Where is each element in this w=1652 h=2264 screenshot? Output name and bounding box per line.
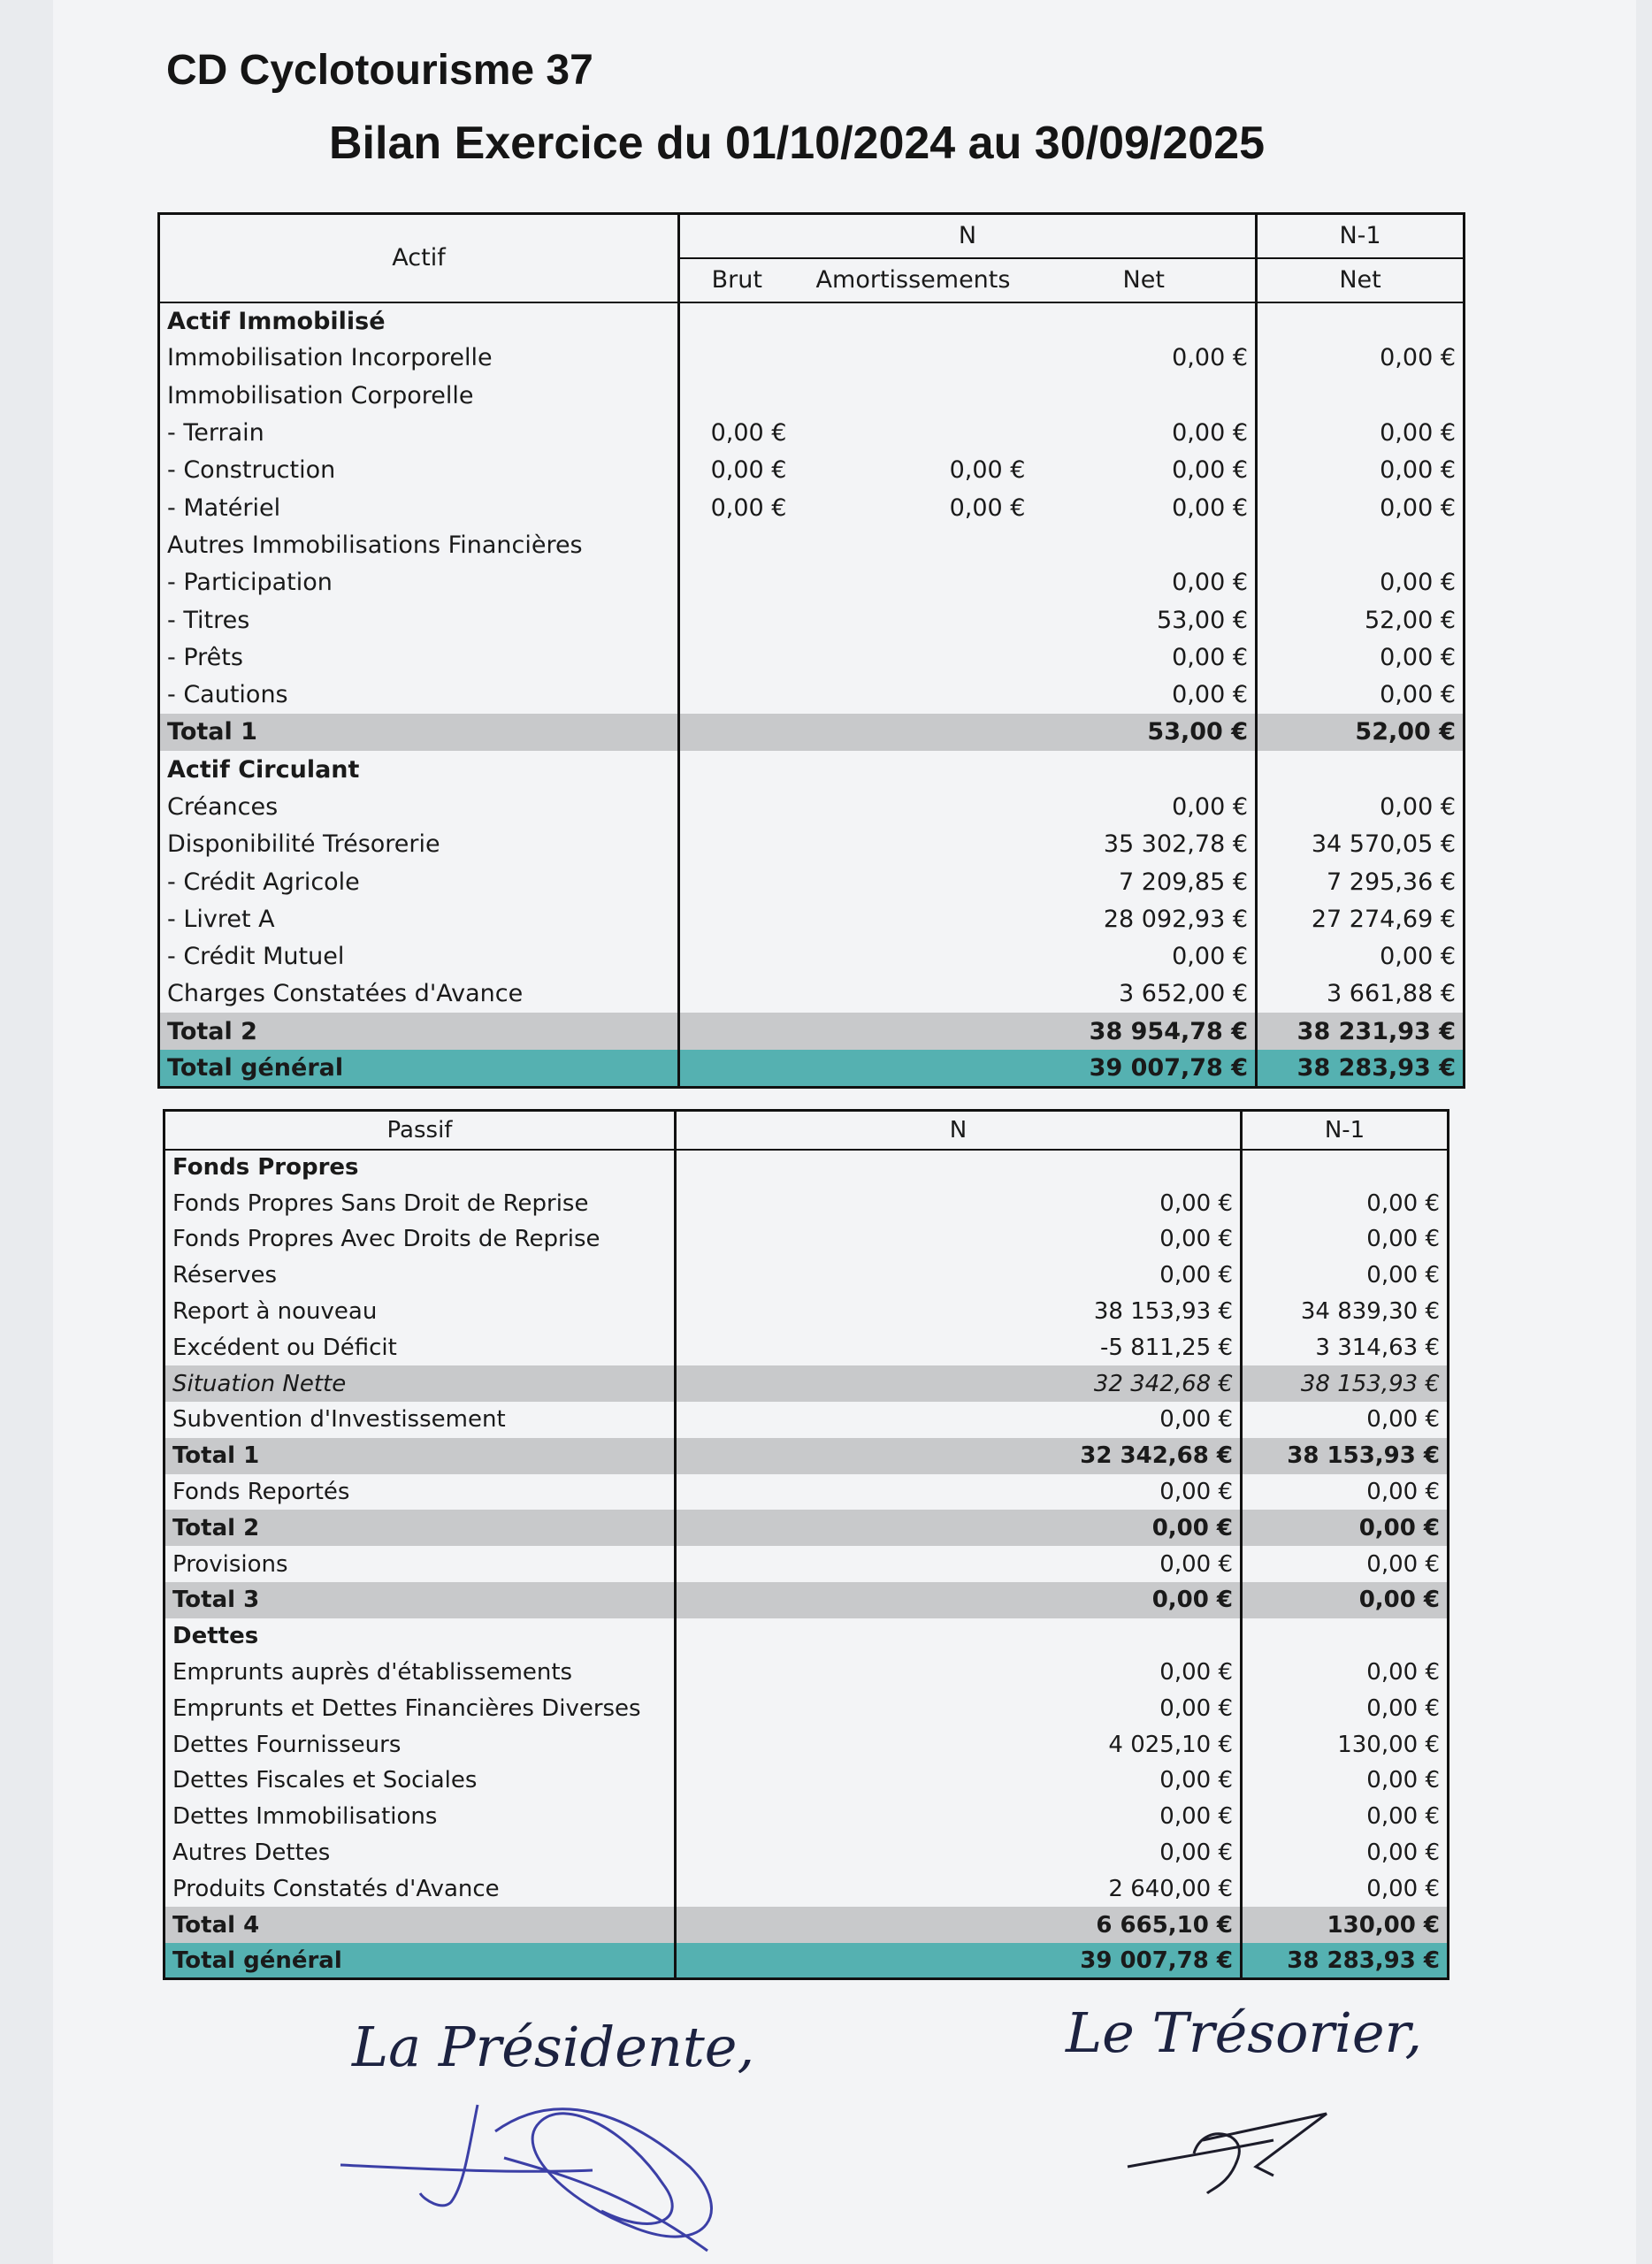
passif-cell-label: Subvention d'Investissement	[164, 1402, 676, 1438]
passif-cell-n1: 38 283,93 €	[1242, 1943, 1449, 1979]
actif-cell-brut	[679, 676, 794, 713]
actif-row-total-1	[159, 714, 1465, 751]
passif-cell-label: Report à nouveau	[164, 1294, 676, 1330]
actif-cell-net_n1: 38 231,93 €	[1257, 1013, 1465, 1050]
passif-cell-n	[676, 1618, 1242, 1655]
passif-cell-n: 39 007,78 €	[676, 1943, 1242, 1979]
passif-row-dettes-immobilisations	[164, 1799, 1449, 1835]
passif-cell-n: 38 153,93 €	[676, 1294, 1242, 1330]
passif-cell-n1	[1242, 1618, 1449, 1655]
passif-row-provisions	[164, 1546, 1449, 1582]
passif-cell-n1: 38 153,93 €	[1242, 1438, 1449, 1474]
passif-cell-n: 0,00 €	[676, 1799, 1242, 1835]
actif-cell-amort	[794, 564, 1033, 601]
actif-cell-net: 0,00 €	[1033, 340, 1257, 377]
passif-cell-n1: 0,00 €	[1366, 1406, 1440, 1434]
actif-cell-label: - Construction	[159, 452, 679, 489]
passif-cell-label: Autres Dettes	[164, 1835, 676, 1871]
passif-cell-n	[676, 1150, 1242, 1186]
actif-cell-brut	[679, 900, 794, 937]
passif-cell-n: 0,00 €	[676, 1835, 1242, 1871]
actif-table	[157, 212, 1465, 1089]
passif-row-total-1	[164, 1438, 1449, 1474]
actif-row-creances	[159, 788, 1465, 825]
actif-cell-net_n1: 0,00 €	[1380, 643, 1457, 671]
passif-header-label: Passif	[164, 1111, 676, 1150]
actif-cell-brut	[679, 788, 794, 825]
actif-cell-brut	[679, 938, 794, 975]
actif-cell-net_n1: 52,00 €	[1257, 714, 1465, 751]
passif-cell-n: 6 665,10 €	[676, 1907, 1242, 1943]
passif-cell-label: Total 1	[164, 1438, 676, 1474]
passif-cell-label: Dettes Fournisseurs	[164, 1726, 676, 1763]
signature-label-presidente: La Présidente,	[352, 2015, 755, 2079]
actif-cell-net_n1: 0,00 €	[1380, 943, 1457, 971]
passif-cell-n1: 34 839,30 €	[1300, 1298, 1440, 1326]
actif-cell-net: 53,00 €	[1033, 601, 1257, 639]
actif-row-materiel	[159, 489, 1465, 526]
passif-header-n: N	[676, 1111, 1242, 1150]
signature-label-tresorier: Le Trésorier,	[1066, 2000, 1423, 2065]
passif-header-n1: N-1	[1242, 1111, 1449, 1150]
passif-cell-n: 0,00 €	[676, 1402, 1242, 1438]
actif-cell-amort	[794, 826, 1033, 863]
passif-cell-label: Total 3	[164, 1582, 676, 1618]
passif-cell-n: 32 342,68 €	[676, 1365, 1242, 1402]
passif-cell-n: 0,00 €	[676, 1546, 1242, 1582]
passif-cell-n: 0,00 €	[676, 1690, 1242, 1726]
actif-row-actif-circulant	[159, 751, 1465, 788]
actif-cell-amort	[794, 788, 1033, 825]
actif-cell-net: 0,00 €	[1033, 564, 1257, 601]
passif-cell-n1: 0,00 €	[1366, 1189, 1440, 1217]
actif-cell-label: Immobilisation Incorporelle	[159, 340, 679, 377]
passif-cell-label: Produits Constatés d'Avance	[164, 1870, 676, 1907]
actif-cell-label: - Titres	[159, 601, 679, 639]
actif-cell-net: 0,00 €	[1033, 938, 1257, 975]
passif-cell-n1: 130,00 €	[1337, 1731, 1440, 1758]
passif-cell-label: Situation Nette	[164, 1365, 676, 1402]
passif-cell-n: 0,00 €	[676, 1474, 1242, 1511]
actif-cell-label: - Cautions	[159, 676, 679, 713]
actif-cell-net: 0,00 €	[1033, 414, 1257, 451]
actif-cell-brut	[679, 601, 794, 639]
actif-cell-net_n1: 27 274,69 €	[1311, 905, 1457, 933]
passif-row-total-3	[164, 1582, 1449, 1618]
actif-cell-label: - Crédit Agricole	[159, 863, 679, 900]
passif-cell-n: 4 025,10 €	[676, 1726, 1242, 1763]
passif-cell-n1: 38 153,93 €	[1242, 1365, 1449, 1402]
actif-cell-amort	[794, 1050, 1033, 1087]
actif-cell-label: Disponibilité Trésorerie	[159, 826, 679, 863]
passif-cell-n1: 0,00 €	[1366, 1875, 1440, 1902]
actif-cell-net: 53,00 €	[1033, 714, 1257, 751]
actif-cell-brut	[679, 639, 794, 676]
passif-cell-n: 0,00 €	[676, 1582, 1242, 1618]
passif-cell-n1: 0,00 €	[1366, 1767, 1440, 1794]
actif-cell-label: - Matériel	[159, 489, 679, 526]
actif-cell-amort	[794, 601, 1033, 639]
actif-cell-amort	[794, 751, 1033, 788]
passif-cell-label: Fonds Propres Avec Droits de Reprise	[164, 1221, 676, 1258]
actif-cell-amort	[794, 526, 1033, 563]
actif-cell-net: 39 007,78 €	[1033, 1050, 1257, 1087]
actif-cell-label: Actif Immobilisé	[159, 302, 679, 340]
actif-row-total-2	[159, 1013, 1465, 1050]
passif-cell-n1: 0,00 €	[1366, 1479, 1440, 1506]
actif-cell-brut	[679, 863, 794, 900]
actif-cell-label: Total 2	[159, 1013, 679, 1050]
passif-cell-n: 0,00 €	[676, 1763, 1242, 1799]
actif-cell-brut	[679, 714, 794, 751]
actif-cell-net: 7 209,85 €	[1033, 863, 1257, 900]
actif-cell-brut	[679, 564, 794, 601]
passif-cell-label: Dettes Immobilisations	[164, 1799, 676, 1835]
passif-cell-n1: 0,00 €	[1366, 1694, 1440, 1722]
passif-cell-n: 0,00 €	[676, 1221, 1242, 1258]
actif-cell-brut: 0,00 €	[710, 493, 787, 522]
actif-cell-net_n1	[1257, 302, 1465, 340]
actif-row-charges-constatees-d-avance	[159, 975, 1465, 1013]
passif-cell-n: -5 811,25 €	[676, 1329, 1242, 1365]
actif-cell-brut	[679, 340, 794, 377]
actif-cell-net	[1033, 751, 1257, 788]
actif-cell-net	[1033, 302, 1257, 340]
actif-cell-net_n1: 52,00 €	[1364, 606, 1457, 634]
passif-row-dettes	[164, 1618, 1449, 1655]
passif-row-reserves	[164, 1258, 1449, 1294]
actif-cell-label: - Crédit Mutuel	[159, 938, 679, 975]
passif-row-excedent-ou-deficit	[164, 1329, 1449, 1365]
actif-cell-brut	[679, 1013, 794, 1050]
actif-cell-label: - Terrain	[159, 414, 679, 451]
actif-cell-amort	[794, 1013, 1033, 1050]
actif-cell-net: 35 302,78 €	[1033, 826, 1257, 863]
passif-cell-label: Provisions	[164, 1546, 676, 1582]
passif-row-fonds-reportes	[164, 1474, 1449, 1511]
actif-cell-net_n1	[1257, 751, 1465, 788]
actif-cell-net: 28 092,93 €	[1033, 900, 1257, 937]
passif-cell-n1: 0,00 €	[1242, 1510, 1449, 1546]
passif-row-produits-constates-d-avance	[164, 1870, 1449, 1907]
passif-row-autres-dettes	[164, 1835, 1449, 1871]
actif-header-net: Net	[1033, 258, 1257, 302]
actif-header-n1: N-1	[1257, 214, 1465, 258]
passif-row-dettes-fournisseurs	[164, 1726, 1449, 1763]
actif-cell-amort	[794, 938, 1033, 975]
actif-cell-net_n1: 7 295,36 €	[1327, 868, 1457, 896]
passif-row-situation-nette	[164, 1365, 1449, 1402]
actif-row-prets	[159, 639, 1465, 676]
actif-row-construction	[159, 452, 1465, 489]
actif-header-amort: Amortissements	[794, 258, 1033, 302]
actif-cell-brut: 0,00 €	[710, 419, 787, 447]
tresorier-signature	[1123, 2105, 1353, 2202]
actif-cell-amort	[794, 377, 1033, 414]
passif-cell-n1: 0,00 €	[1366, 1550, 1440, 1578]
actif-cell-amort	[794, 900, 1033, 937]
passif-cell-label: Fonds Propres Sans Droit de Reprise	[164, 1185, 676, 1221]
actif-cell-net_n1: 0,00 €	[1380, 681, 1457, 709]
actif-header-n: N	[679, 214, 1257, 258]
actif-row-actif-immobilise	[159, 302, 1465, 340]
actif-cell-net: 0,00 €	[1033, 452, 1257, 489]
passif-row-total-4	[164, 1907, 1449, 1943]
actif-row-cautions	[159, 676, 1465, 713]
actif-cell-brut: 0,00 €	[710, 456, 787, 485]
actif-cell-net_n1	[1257, 526, 1465, 563]
actif-cell-label: - Participation	[159, 564, 679, 601]
actif-cell-brut	[679, 1050, 794, 1087]
passif-row-dettes-fiscales-et-sociales	[164, 1763, 1449, 1799]
actif-cell-net: 0,00 €	[1033, 676, 1257, 713]
actif-header-net-n1: Net	[1257, 258, 1465, 302]
passif-cell-n1: 0,00 €	[1366, 1226, 1440, 1253]
passif-cell-n1: 0,00 €	[1366, 1803, 1440, 1831]
actif-cell-net_n1: 34 570,05 €	[1311, 830, 1457, 859]
passif-cell-n1: 0,00 €	[1366, 1262, 1440, 1289]
passif-cell-label: Emprunts et Dettes Financières Diverses	[164, 1690, 676, 1726]
actif-cell-net_n1: 0,00 €	[1380, 793, 1457, 821]
passif-cell-label: Dettes	[164, 1618, 676, 1655]
passif-row-total-2	[164, 1510, 1449, 1546]
passif-row-total-general	[164, 1943, 1449, 1979]
actif-row-immobilisation-incorporelle	[159, 340, 1465, 377]
passif-cell-label: Dettes Fiscales et Sociales	[164, 1763, 676, 1799]
passif-cell-n1: 0,00 €	[1242, 1582, 1449, 1618]
actif-cell-net: 0,00 €	[1033, 639, 1257, 676]
actif-row-terrain	[159, 414, 1465, 451]
passif-row-fonds-propres-avec-droits-de-reprise	[164, 1221, 1449, 1258]
actif-cell-net_n1: 3 661,88 €	[1327, 980, 1457, 1008]
actif-cell-label: - Livret A	[159, 900, 679, 937]
passif-row-subvention-d-investissement	[164, 1402, 1449, 1438]
passif-row-report-a-nouveau	[164, 1294, 1449, 1330]
document-title: Bilan Exercice du 01/10/2024 au 30/09/2025	[329, 118, 1266, 169]
actif-cell-amort	[794, 302, 1033, 340]
actif-cell-net	[1033, 526, 1257, 563]
actif-cell-net_n1: 0,00 €	[1380, 569, 1457, 597]
passif-cell-n1: 130,00 €	[1242, 1907, 1449, 1943]
passif-cell-label: Total 2	[164, 1510, 676, 1546]
passif-cell-n1: 0,00 €	[1366, 1659, 1440, 1687]
actif-cell-brut	[679, 377, 794, 414]
actif-cell-label: Total général	[159, 1050, 679, 1087]
actif-row-disponibilite-tresorerie	[159, 826, 1465, 863]
actif-cell-amort: 0,00 €	[949, 456, 1026, 485]
actif-row-credit-mutuel	[159, 938, 1465, 975]
actif-cell-label: Immobilisation Corporelle	[159, 377, 679, 414]
actif-cell-net: 38 954,78 €	[1033, 1013, 1257, 1050]
passif-cell-n: 2 640,00 €	[676, 1870, 1242, 1907]
passif-row-fonds-propres	[164, 1150, 1449, 1186]
actif-header-label: Actif	[159, 214, 679, 302]
actif-row-total-general	[159, 1050, 1465, 1087]
actif-cell-label: Autres Immobilisations Financières	[159, 526, 679, 563]
passif-cell-label: Excédent ou Déficit	[164, 1329, 676, 1365]
passif-cell-label: Emprunts auprès d'établissements	[164, 1655, 676, 1691]
presidente-signature	[336, 2096, 761, 2255]
actif-cell-net: 3 652,00 €	[1033, 975, 1257, 1013]
passif-cell-n: 32 342,68 €	[676, 1438, 1242, 1474]
actif-cell-amort	[794, 676, 1033, 713]
actif-cell-brut	[679, 975, 794, 1013]
passif-table	[163, 1109, 1449, 1980]
passif-cell-n: 0,00 €	[676, 1655, 1242, 1691]
actif-cell-net_n1: 0,00 €	[1380, 419, 1457, 447]
passif-cell-label: Fonds Propres	[164, 1150, 676, 1186]
actif-cell-amort	[794, 975, 1033, 1013]
actif-header-brut: Brut	[679, 258, 794, 302]
actif-cell-label: - Prêts	[159, 639, 679, 676]
actif-cell-brut	[679, 826, 794, 863]
actif-cell-net_n1: 38 283,93 €	[1257, 1050, 1465, 1087]
actif-cell-amort: 0,00 €	[949, 493, 1026, 522]
actif-cell-amort	[794, 414, 1033, 451]
passif-cell-label: Total général	[164, 1943, 676, 1979]
actif-cell-label: Actif Circulant	[159, 751, 679, 788]
passif-cell-label: Réserves	[164, 1258, 676, 1294]
actif-cell-net_n1: 0,00 €	[1380, 344, 1457, 372]
passif-cell-n1: 0,00 €	[1366, 1840, 1440, 1867]
actif-cell-label: Créances	[159, 788, 679, 825]
passif-cell-n: 0,00 €	[676, 1510, 1242, 1546]
actif-cell-net_n1: 0,00 €	[1380, 493, 1457, 522]
actif-cell-amort	[794, 340, 1033, 377]
passif-cell-label: Total 4	[164, 1907, 676, 1943]
actif-row-immobilisation-corporelle	[159, 377, 1465, 414]
actif-cell-net_n1: 0,00 €	[1380, 456, 1457, 485]
passif-row-emprunts-et-dettes-financieres-diverses	[164, 1690, 1449, 1726]
passif-row-fonds-propres-sans-droit-de-reprise	[164, 1185, 1449, 1221]
actif-cell-label: Total 1	[159, 714, 679, 751]
actif-row-credit-agricole	[159, 863, 1465, 900]
organization-name: CD Cyclotourisme 37	[166, 47, 593, 94]
passif-cell-n: 0,00 €	[676, 1258, 1242, 1294]
passif-row-emprunts-aupres-d-etablissements	[164, 1655, 1449, 1691]
actif-row-titres	[159, 601, 1465, 639]
passif-cell-n1: 3 314,63 €	[1315, 1334, 1440, 1361]
actif-cell-amort	[794, 639, 1033, 676]
passif-cell-n: 0,00 €	[676, 1185, 1242, 1221]
actif-cell-brut	[679, 751, 794, 788]
actif-row-participation	[159, 564, 1465, 601]
actif-cell-amort	[794, 714, 1033, 751]
actif-cell-net_n1	[1257, 377, 1465, 414]
actif-cell-label: Charges Constatées d'Avance	[159, 975, 679, 1013]
actif-cell-net: 0,00 €	[1033, 788, 1257, 825]
actif-cell-net	[1033, 377, 1257, 414]
actif-row-autres-immobilisations-financieres	[159, 526, 1465, 563]
passif-cell-label: Fonds Reportés	[164, 1474, 676, 1511]
actif-cell-brut	[679, 526, 794, 563]
actif-cell-amort	[794, 863, 1033, 900]
actif-cell-net: 0,00 €	[1033, 489, 1257, 526]
actif-cell-brut	[679, 302, 794, 340]
actif-row-livret-a	[159, 900, 1465, 937]
passif-cell-n1	[1242, 1150, 1449, 1186]
